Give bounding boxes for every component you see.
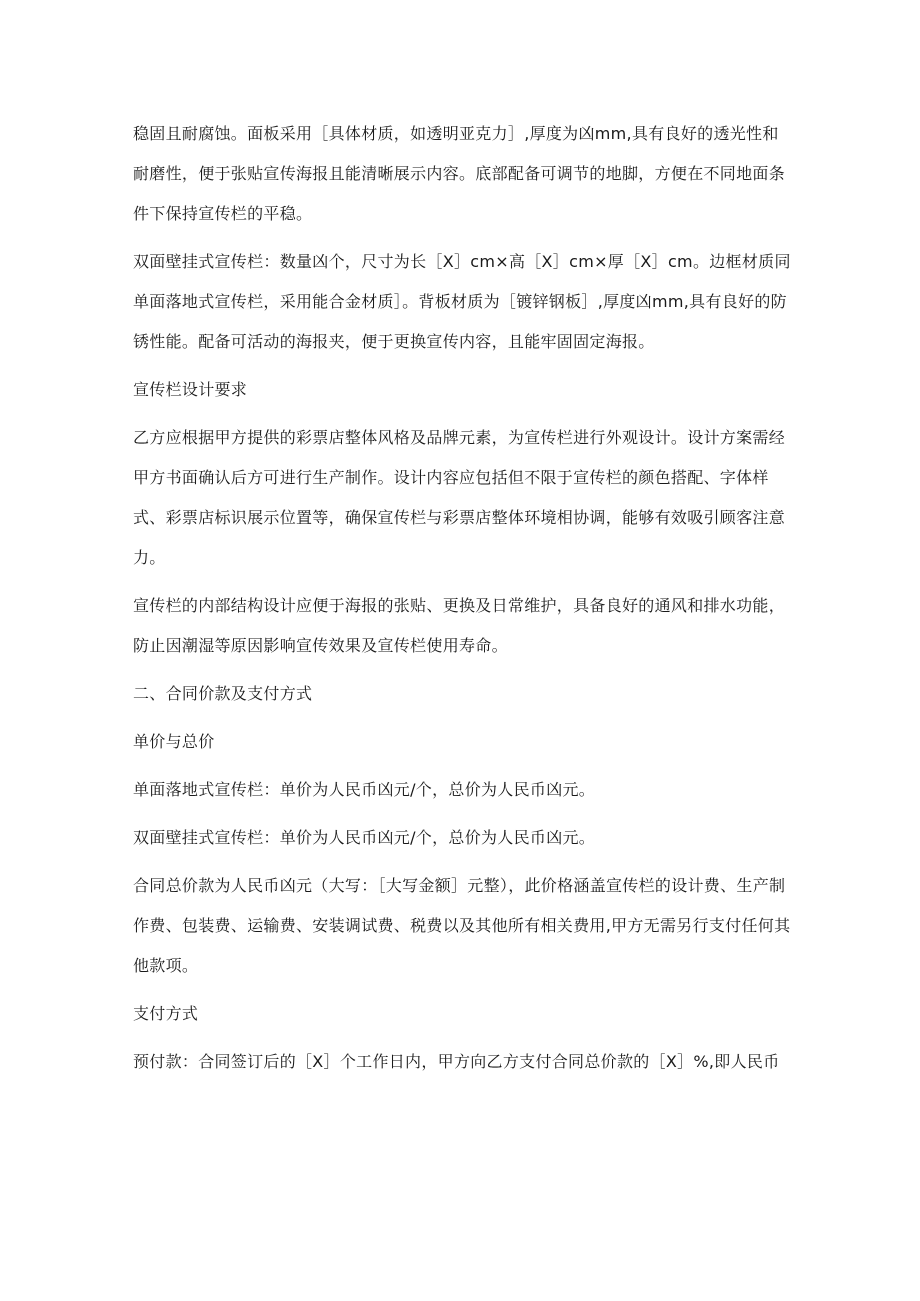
- paragraph-advance-payment: 预付款：合同签订后的［X］个工作日内，甲方向乙方支付合同总价款的［X］%,即人民币: [133, 1052, 780, 1071]
- heading-payment-method: 支付方式: [133, 1004, 199, 1023]
- paragraph-double-sided-board: 双面壁挂式宣传栏：数量凶个，尺寸为长［X］cm×高［X］cm×厚［X］cm。边框材质同单面落地式宣传栏，采用能合金材质］。背板材质为［镀锌钢板］,厚度凶mm,具有良好的防锈性能。配备可活动的海报夹，便于更换宣传内容，且能牢固固定海报。: [133, 252, 791, 351]
- heading-contract-price: 二、合同价款及支付方式: [133, 684, 313, 703]
- paragraph-design-appearance: 乙方应根据甲方提供的彩票店整体风格及品牌元素，为宣传栏进行外观设计。设计方案需经甲方书面确认后方可进行生产制作。设计内容应包括但不限于宣传栏的颜色搭配、字体样式、彩票店标识展示位置等，确保宣传栏与彩票店整体环境相协调，能够有效吸引顾客注意力。: [133, 428, 786, 567]
- paragraph-internal-structure: 宣传栏的内部结构设计应便于海报的张贴、更换及日常维护，具备良好的通风和排水功能，防止因潮湿等原因影响宣传效果及宣传栏使用寿命。: [133, 596, 786, 655]
- document-body: [133, 114, 793, 1090]
- paragraph-total-contract-price: 合同总价款为人民币凶元（大写：［大写金额］元整），此价格涵盖宣传栏的设计费、生产制作费、包装费、运输费、安装调试费、税费以及其他所有相关费用,甲方无需另行支付任何其他款项。: [133, 876, 791, 975]
- paragraph-double-sided-price: 双面壁挂式宣传栏：单价为人民币凶元/个，总价为人民币凶元。: [133, 828, 596, 847]
- heading-unit-total-price: 单价与总价: [133, 732, 215, 751]
- paragraph-single-sided-price: 单面落地式宣传栏：单价为人民币凶元/个，总价为人民币凶元。: [133, 780, 596, 799]
- paragraph-material-panel: 稳固且耐腐蚀。面板采用［具体材质，如透明亚克力］,厚度为凶mm,具有良好的透光性和耐磨性，便于张贴宣传海报且能清晰展示内容。底部配备可调节的地脚，方便在不同地面条件下保持宣传栏的平稳。: [133, 124, 786, 223]
- heading-design-requirements: 宣传栏设计要求: [133, 380, 248, 399]
